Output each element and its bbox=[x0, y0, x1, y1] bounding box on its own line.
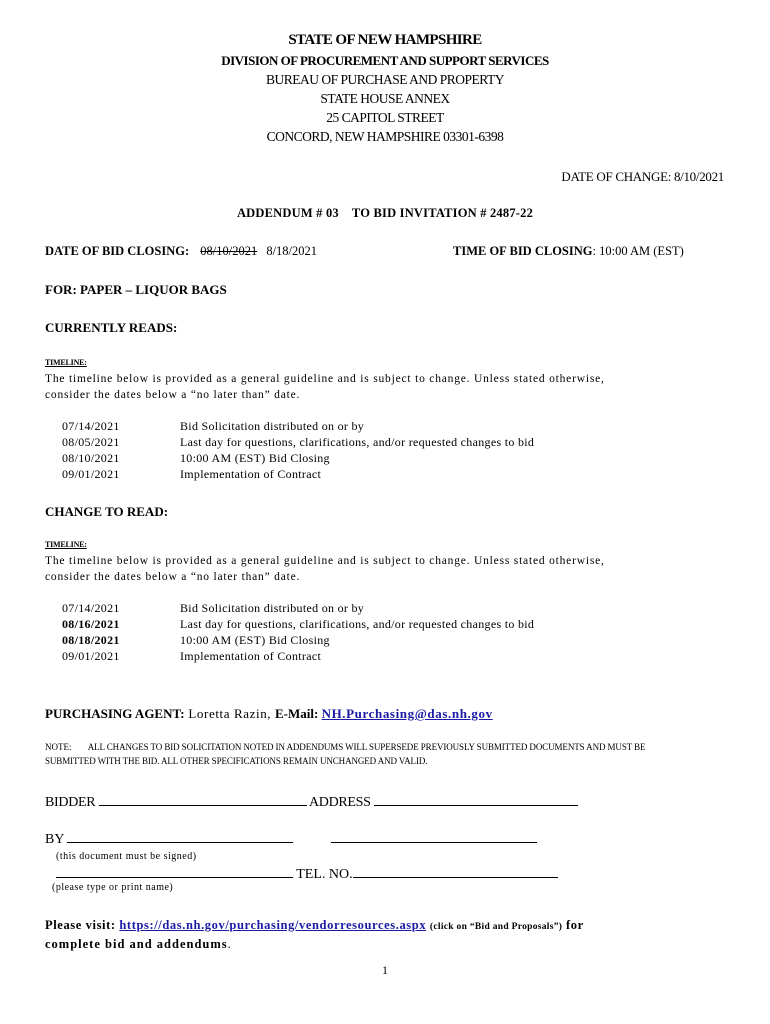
old-closing-date: 08/10/2021 bbox=[200, 244, 258, 258]
street-heading: 25 CAPITOL STREET bbox=[326, 110, 444, 125]
timeline-intro-current-1: The timeline below is provided as a general guideline and is subject to change. Unless stated otherwise, bbox=[45, 373, 605, 385]
timeline-intro-change-1: The timeline below is provided as a general guideline and is subject to change. Unless stated otherwise, bbox=[45, 555, 605, 567]
visit-period: . bbox=[227, 937, 232, 951]
tel-line bbox=[56, 867, 558, 883]
timeline-label-current: TIMELINE: bbox=[45, 358, 87, 367]
time-label: TIME OF BID CLOSING bbox=[453, 244, 593, 258]
visit-tail-2: complete bid and addendums bbox=[45, 937, 228, 951]
print-note: (please type or print name) bbox=[52, 882, 174, 893]
visit-tail-1: for bbox=[566, 918, 584, 932]
timeline-date: 09/01/2021 bbox=[62, 649, 120, 663]
timeline-intro-current-2: consider the dates below a “no later than” date. bbox=[45, 389, 301, 401]
timeline-label-change: TIMELINE: bbox=[45, 540, 87, 549]
timeline-date: 07/14/2021 bbox=[62, 419, 120, 433]
click-note: (click on “Bid and Proposals”) bbox=[429, 922, 563, 932]
city-heading: CONCORD, NEW HAMPSHIRE 03301-6398 bbox=[266, 129, 504, 144]
new-closing-date: 8/18/2021 bbox=[266, 244, 318, 258]
timeline-date: 07/14/2021 bbox=[62, 601, 120, 615]
bidder-line bbox=[45, 795, 578, 811]
time-value: : 10:00 AM (EST) bbox=[592, 244, 684, 258]
email-label: E-Mail: bbox=[275, 706, 322, 721]
for-line: FOR: PAPER – LIQUOR BAGS bbox=[45, 282, 227, 297]
annex-heading: STATE HOUSE ANNEX bbox=[320, 91, 450, 106]
tel-field[interactable] bbox=[353, 877, 558, 878]
timeline-event: Last day for questions, clarifications, and/or requested changes to bid bbox=[180, 435, 535, 449]
signed-note: (this document must be signed) bbox=[56, 851, 197, 862]
note-text-1: ALL CHANGES TO BID SOLICITATION NOTED IN ADDENDUMS WILL SUPERSEDE PREVIOUSLY SUBMITTED DOCUMENTS AND MUST BE bbox=[87, 742, 646, 752]
timeline-date-changed: 08/16/2021 bbox=[62, 617, 120, 631]
timeline-event: 10:00 AM (EST) Bid Closing bbox=[180, 451, 330, 465]
timeline-date: 08/05/2021 bbox=[62, 435, 120, 449]
bid-closing-line bbox=[45, 244, 317, 259]
timeline-event: Implementation of Contract bbox=[180, 467, 322, 481]
agent-label: PURCHASING AGENT: bbox=[45, 706, 185, 721]
visit-line-1 bbox=[45, 918, 584, 933]
visit-line-2 bbox=[45, 937, 232, 952]
purchasing-agent-line bbox=[45, 706, 493, 722]
note-label: NOTE: bbox=[45, 742, 72, 752]
timeline-event: Implementation of Contract bbox=[180, 649, 322, 663]
state-heading: STATE OF NEW HAMPSHIRE bbox=[288, 32, 482, 48]
change-to-read-heading: CHANGE TO READ: bbox=[45, 504, 169, 519]
by-label: BY bbox=[45, 832, 64, 847]
bidder-label: BIDDER bbox=[45, 795, 96, 810]
address-field[interactable] bbox=[374, 805, 578, 806]
timeline-date: 09/01/2021 bbox=[62, 467, 120, 481]
agent-name: Loretta Razin, bbox=[184, 706, 275, 721]
bidder-field[interactable] bbox=[99, 805, 307, 806]
date-field[interactable] bbox=[331, 842, 537, 843]
timeline-date: 08/10/2021 bbox=[62, 451, 120, 465]
agent-email-link[interactable]: NH.Purchasing@das.nh.gov bbox=[321, 706, 493, 721]
vendor-resources-link[interactable]: https://das.nh.gov/purchasing/vendorresources.aspx bbox=[119, 918, 427, 932]
tel-label: TEL. NO. bbox=[296, 867, 353, 882]
bureau-heading: BUREAU OF PURCHASE AND PROPERTY bbox=[266, 72, 504, 87]
bid-closing-time bbox=[453, 244, 684, 259]
addendum-title: ADDENDUM # 03 TO BID INVITATION # 2487-22 bbox=[236, 206, 534, 220]
by-line bbox=[45, 832, 537, 848]
timeline-event: 10:00 AM (EST) Bid Closing bbox=[180, 633, 330, 647]
currently-reads-heading: CURRENTLY READS: bbox=[45, 320, 178, 335]
bid-closing-label: DATE OF BID CLOSING: bbox=[45, 244, 190, 258]
division-heading: DIVISION OF PROCUREMENT AND SUPPORT SERVICES bbox=[221, 53, 549, 68]
date-of-change: DATE OF CHANGE: 8/10/2021 bbox=[561, 169, 724, 184]
note-text-2: SUBMITTED WITH THE BID. ALL OTHER SPECIFICATIONS REMAIN UNCHANGED AND VALID. bbox=[45, 756, 428, 766]
printed-name-field[interactable] bbox=[56, 877, 293, 878]
timeline-intro-change-2: consider the dates below a “no later than” date. bbox=[45, 571, 301, 583]
signature-field[interactable] bbox=[67, 842, 293, 843]
timeline-date-changed: 08/18/2021 bbox=[62, 633, 120, 647]
timeline-event: Last day for questions, clarifications, and/or requested changes to bid bbox=[180, 617, 535, 631]
timeline-event: Bid Solicitation distributed on or by bbox=[180, 601, 365, 615]
page-number: 1 bbox=[382, 963, 388, 977]
timeline-event: Bid Solicitation distributed on or by bbox=[180, 419, 365, 433]
visit-label: Please visit: bbox=[45, 918, 116, 932]
address-label: ADDRESS bbox=[308, 795, 371, 810]
note-line-1 bbox=[45, 742, 645, 752]
